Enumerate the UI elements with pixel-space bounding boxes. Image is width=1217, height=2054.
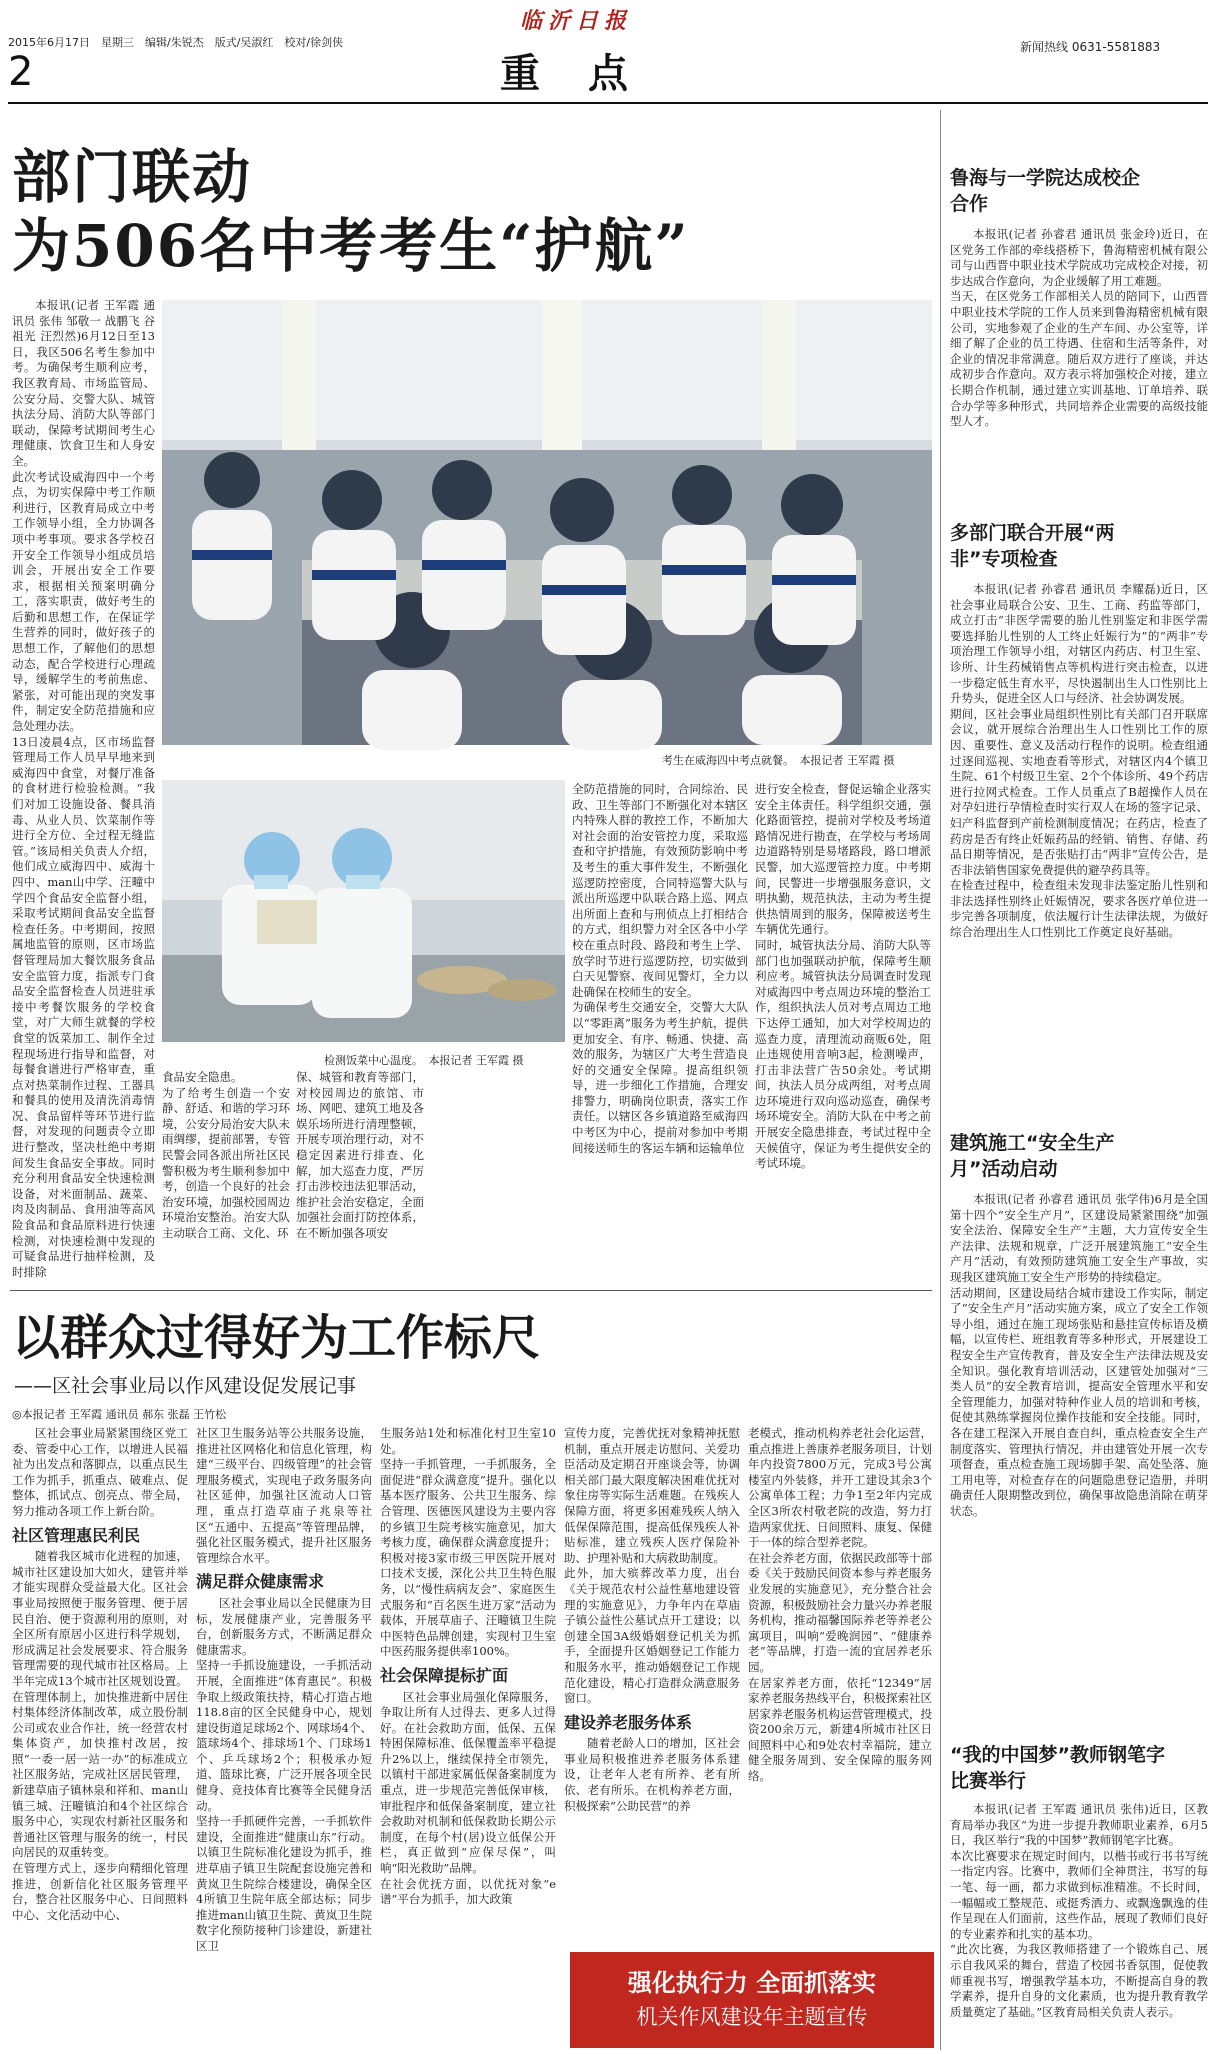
lead-col2-text: 食品安全隐患。 为了给考生创造一个安静、舒适、和谐的学习环境，公安分局治安大队未雨绸缪，提前部署，专管民警会同各派出所社区民警积极为考生顺利参加中考，创造一个良好的社会治安环境，加强校园周边环境治安整治。治安大队主动联合工商、文化、环 <box>162 1070 290 1240</box>
subhead-community-management: 社区管理惠民利民 <box>12 1525 141 1545</box>
students-dining-illustration <box>162 300 932 745</box>
date-line: 2015年6月17日 星期三 编辑/朱锐杰 版式/吴淑红 校对/徐剑侠 <box>8 36 344 49</box>
sidebar-article-3-body: 本报讯(记者 孙睿君 通讯员 张学伟)6月是全国第十四个“安全生产月”，区建设局紧紧围绕“加强安全法治、保障安全生产”主题，大力宣传安全生产法律、法规和规章，广泛开展建筑施工“安全生产月”活动，有效预防建筑施工安全生产事故，实现我区建筑施工安全生产形势的持续稳定。 活动期间，区建设局结合城市建设工作实际，制定了“安全生产月”活动实施方案，成立了安全工作领导小组，通过在施工现场张贴和悬挂宣传标语及横幅，以宣传栏、班组教育等多种形式，开展建设工程安全生产宣传教育，普及安全生产法律法规及安全知识。强化教育培训活动，区建管处加强对“三类人员”的安全教育培训，提高安全管理水平和安全管理能力，加强对特种作业人员的培训和考核，促使其熟练掌握岗位操作技能和安全技能。同时，各在建工程深入开展自查自纠，重点检查安全生产制度落实、管理执行情况，并由建管处开展一次专项督查，重点检查施工现场脚手架、高处坠落、施工用电等，对检查存在的问题隐患登记造册，并明确责任人限期整改到位，确保事故隐患消除在萌芽状态。 <box>950 1192 1208 1518</box>
lead-bottom-rule <box>10 1290 932 1291</box>
students-dining-photo <box>162 300 932 745</box>
second-col4-text: 宣传力度，完善优抚对象精神抚慰机制，重点开展走访慰问、关爱功臣活动及定期召开座谈会等，协调相关部门最大限度解决困难优抚对象住房等实际生活难题。在残疾人保障方面，将更多困难残疾人纳入低保保障范围，提高低保残疾人补贴标准，建立残疾人医疗保险补助、护理补贴和大病救助制度。 此外，加大殡葬改革力度，出台《关于规范农村公益性墓地建设管理的实施意见》，力争年内在草庙子镇公益性公墓试点开工建设；以创建全国3A级婚姻登记机关为抓手，全面提升区婚姻登记工作能力和服务水平，推动婚姻登记工作规范化建设，精心打造群众满意服务窗口。 <box>564 1426 740 1706</box>
lead-column-1 <box>12 298 155 1279</box>
sidebar-article-1 <box>950 165 1208 527</box>
sidebar-article-3 <box>950 1130 1208 1782</box>
sidebar-article-1-body: 本报讯(记者 孙睿君 通讯员 张金玲)近日，在区党务工作部的牵线搭桥下，鲁海精密机械有限公司与山西晋中职业技术学院成功完成校企对接，初步达成合作意向，为企业缓解了用工难题。 当天，在区党务工作部相关人员的陪同下，山西晋中职业技术学院的工作人员来到鲁海精密机械有限公司，实地参观了企业的生产车间、办公室等，详细了解了企业的员工待遇、住宿和生活等条件，对企业的情况非常满意。随后双方进行了座谈，并达成初步合作意向。双方表示将加强校企对接，建立长期合作机制，通过建立实训基地、订单培养、联合办学等多种形式，共同培养企业需要的高级技能型人才。 <box>950 227 1208 429</box>
photo2-caption: 检测饭菜中心温度。 本报记者 王军霞 摄 <box>324 1054 524 1067</box>
subhead-social-security: 社会保障提标扩面 <box>380 1665 509 1685</box>
second-column-2 <box>196 1426 372 2048</box>
sidebar-article-4-title: “我的中国梦”教师钢笔字比赛举行 <box>950 1744 1165 1792</box>
newspaper-logo: 临沂日报 <box>520 8 633 34</box>
lead-col4-text: 全防范措施的同时，合同综治、民政、卫生等部门不断强化对本辖区内特殊人群的教控工作，不断加大对社会面的治安管控力度，采取巡查和守护措施，有效预防影响中考及考生的重大事件发生，不断强化巡逻防控密度，合同特巡警大队与派出所巡逻中队联合路上巡、网点出所面上查和与刑侦点上打相结合的方式，组织警力对全区各中小学校在重点时段、路段和考生上学、放学时节进行巡逻防控，切实做到白天见警察、夜间见警灯，全力以赴确保在校师生的安全。 为确保考生交通安全，交警大大队以“零距离”服务为考生护航，提供更加安全、有序、畅通、快捷、高效的服务，为辖区广大考生营造良好的交通安全保障。提高组织领导，进一步细化工作措施，合理安排警力，明确岗位职责，落实工作责任。以辖区各乡镇道路至威海四中考区为中心，提前对参加中考期间接送师生的客运车辆和运输单位 <box>572 782 748 1155</box>
lead-title-line1: 部门联动 <box>12 143 253 211</box>
section-title: 重 点 <box>500 51 632 97</box>
second-col5-text: 老模式，推动机构养老社会化运营，重点推进上善康养老服务项目，计划年内投资7800万元，完成3号公寓楼室内外装修，并开工建设其余3个公寓单体工程；力争1至2年内完成全区3所农村敬老院的改造，努力打造两家优抚、日间照料、康复、保健于一体的综合型养老院。 在社会养老方面，依据民政部等十部委《关于鼓励民间资本参与养老服务业发展的实施意见》，充分整合社会资源，积极鼓励社会力量兴办养老服务机构，推动福馨国际养老等养老公寓项目，叫响“爱晚润园”、“健康养老”等品牌，打造一流的宜居养老乐园。 在居家养老方面，依托“12349”居家养老服务热线平台，积极探索社区居家养老服务机构运营管理模式，投资200余万元，新建4所城市社区日间照料中心和9处农村幸福院，建立健全服务周到、安全保障的服务网络。 <box>748 1426 932 1784</box>
second-col1-body: 随着我区城市化进程的加速，城市社区建设加大如火，建管并举才能实现群众受益最大化。区社会事业局按照便于服务管理、便于居民自治、便于资源利用的原则，对全区所有原居小区进行科学规划，形成满足社会发展要求、符合服务管理需要的现代城市社区格局。上半年完成13个城市社区规划设置。 在管理体制上，加快推进新中居住村集体经济体制改革，成立股份制公司或农业合作社，统一经营农村集体资产，加快推村改居，按照“一委一居一站一办”的标准成立社区服务站，完成社区居民管理，新建草庙子镇林泉和祥和、man山镇三城、汪疃镇泊和4个社区综合服务中心，实现农村新社区服务和普通社区管理与服务的统一，村民向居民的双重转变。 在管理方式上，逐步向精细化管理推进，创新信化社区服务管理平台，整合社区服务中心、日间照料中心、文化活动中心、 <box>12 1549 188 1922</box>
subhead-health-needs: 满足群众健康需求 <box>196 1572 325 1592</box>
second-byline: ◎本报记者 王军霞 通讯员 郝东 张磊 王竹松 <box>12 1408 227 1421</box>
sidebar-article-1-title: 鲁海与一学院达成校企合作 <box>950 167 1141 215</box>
theme-banner <box>570 1952 934 2048</box>
sidebar-article-3-title: 建筑施工“安全生产月”活动启动 <box>950 1132 1115 1180</box>
sidebar-divider <box>940 110 941 2050</box>
second-col2-body: 区社会事业局以全民健康为目标，发展健康产业，完善服务平台，创新服务方式，不断满足群众健康需求。 坚持一手抓设施建设，一手抓活动开展，全面推进“体育惠民”。积极争取上级政策扶持，精心打造占地118.8亩的区全民健身中心，规划建设街道足球场2个、网球场4个、篮球场4个、排球场1个、门球场1个、乒乓球场2个；积极承办短道、篮球比赛，广泛开展各项全民健身、竞技体育比赛等全民健身活动。 坚持一手抓硬件完善，一手抓软件建设，全面推进“健康山东”行动。以镇卫生院标准化建设为抓手，推进草庙子镇卫生院配套设施完善和黄岚卫生院综合楼建设，确保全区4所镇卫生院年底全部达标；同步推进man山镇卫生院、黄岚卫生院数字化预防接种门诊建设，新建社区卫 <box>196 1595 372 1953</box>
food-inspection-photo <box>162 780 565 1042</box>
second-title: 以群众过得好为工作标尺 <box>12 1310 541 1366</box>
page-number: 2 <box>8 49 34 95</box>
lead-col3-text: 保、城管和教育等部门，对校园周边的旅馆、市场、网吧、建筑工地及各娱乐场所进行清理整顿，开展专项治理行动，对不稳定因素进行排查、化解，加大巡查力度，严厉打击涉校违法犯罪活动，维护社会治安稳定，全面加强社会面打防控体系，在不断加强各项安 <box>296 1070 424 1240</box>
lead-col5-text: 进行安全检查，督促运输企业落实安全主体责任。科学组织交通，强化路面管控，提前对学校及考场道路情况进行勘查，在学校与考场周边道路特别是易堵路段，路口增派民警，加大巡逻管控力度。中考期间，民警进一步增强服务意识，文明执勤，规范执法，主动为考生提供热情周到的服务，保障被送考生车辆优先通行。 同时，城管执法分局、消防大队等部门也加强联动护航，保障考生顺利应考。城管执法分局调查时发现对威海四中考点周边环境的整治工作，组织执法人员对考点周边工地下达停工通知，加大对学校周边的巡查力度，清理流动商贩6处，阻止违规使用音响3起，检测噪声，打击非法营广告50余处。考试期间，执法人员分成两组，对考点周边环境进行双向巡动巡查，确保考场环境安全。消防大队在中考之前开展安全隐患排查，考试过程中全天候值守，保证为考生提供安全的考试环境。 <box>755 782 931 1171</box>
subhead-elderly-care: 建设养老服务体系 <box>564 1712 693 1732</box>
second-column-1 <box>12 1426 188 2048</box>
hotline: 新闻热线 0631-5581883 <box>1020 40 1161 54</box>
second-col1-intro: 区社会事业局紧紧围绕区党工委、管委中心工作，以增进人民福祉为出发点和落脚点，以重点民生工作为抓手，抓重点、破难点、促整体，抓试点、创亮点、带全局，努力推动各项工作上新台阶。 <box>12 1426 188 1518</box>
second-col3-top: 生服务站1处和标准化村卫生室10处。 坚持一手抓管理，一手抓服务，全面促进“群众满意度”提升。强化以基本医疗服务、公共卫生服务、综合管理、医德医风建设为主要内容的乡镇卫生院考核实施意见，加大考核力度，确保群众满意度提升；积极对接3家市级三甲医院开展对口技术支援，深化公共卫生特色服务，以“慢性病病友会”、家庭医生式服务和“百名医生进万家”活动为载体，开展草庙子、汪疃镇卫生院中医特色品牌创建，实现村卫生室中医药服务提供率100%。 <box>380 1426 556 1659</box>
masthead-rule <box>8 102 1208 104</box>
second-col2-top: 社区卫生服务站等公共服务设施，推进社区网格化和信息化管理，构建“三级平台、四级管理”的社会管理服务模式，实现电子政务服务向社区延伸，加强社区流动人口管理，重点打造草庙子兆泉等社区“五通中、五提高”等管理品牌，强化社区服务模式，提升社区服务管理综合水平。 <box>196 1426 372 1565</box>
food-inspection-illustration <box>162 780 565 1042</box>
lead-column-4 <box>572 782 748 1282</box>
sidebar-article-2-body: 本报讯(记者 孙睿君 通讯员 李耀磊)近日，区社会事业局联合公安、卫生、工商、药监等部门，成立打击“非医学需要的胎儿性别鉴定和非医学需要选择胎儿性别的人工终止妊娠行为”的“两非”专项治理工作领导小组，对辖区内药店、村卫生室、诊所、计生药械销售点等机构进行突击检查，以进一步稳定低生育水平，尽快遏制出生人口性别比上升势头，促进全区人口与经济、社会协调发展。 期间，区社会事业局组织性别比有关部门召开联席会议，就开展综合治理出生人口性别比工作的原因、重要性、意义及活动行程作的说明。检查组通过逐间巡视、实地查看等形式，对辖区内4个镇卫生院、61个村级卫生室、2个个体诊所、49个药店进行拉网式检查。工作人员重点了B超操作人员在对孕妇进行孕情检查时实行双人在场的签字记录、妇产科监督到产前检测制度情况；在药店，检查了药房是否有终止妊娠药品的经销、销售、存储、药品日期等情况，是否张贴打击“两非”宣传公告，是否非法销售国家免费提供的避孕药具等。 在检查过程中，检查组未发现非法鉴定胎儿性别和非法选择性别终止妊娠情况，要求各医疗单位进一步完善各项制度，依法履行计生法律法规，为做好综合治理出生人口性别比工作奠定良好基础。 <box>950 582 1208 940</box>
second-col4-body: 随着老龄人口的增加，区社会事业局积极推进养老服务体系建设，让老年人老有所养、老有所依、老有所乐。在机构养老方面，积极探索“公助民营”的养 <box>564 1736 740 1813</box>
lead-column-2-bottom <box>162 1070 290 1282</box>
banner-line1: 强化执行力 全面抓落实 <box>627 1969 877 1997</box>
lead-title-line2: 为506名中考考生“护航” <box>12 212 690 280</box>
banner-line2: 机关作风建设年主题宣传 <box>636 2005 868 2029</box>
second-column-3 <box>380 1426 556 2048</box>
sidebar-article-2 <box>950 520 1208 1152</box>
sidebar-article-2-title: 多部门联合开展“两非”专项检查 <box>950 522 1115 570</box>
second-column-4 <box>564 1426 740 1948</box>
lead-col1-text: 本报讯(记者 王军霞 通讯员 张伟 邹敬一 战鹏飞 谷祖光 汪烈然)6月12日至13日，我区506名考生参加中考。为确保考生顺利应考，我区教育局、市场监管局、公安分局、交警大队、城管执法分局、消防大队等部门联动，保障考试期间考生心理健康、饮食卫生和人身安全。 此次考试设威海四中一个考点，为切实保障中考工作顺利进行，区教育局成立中考工作领导小组，全力协调各项中考事项。要求各学校召开安全工作领导小组成员培训会，开展出安全工作要求，根据相关预案明确分工，落实职责，做好考生的后勤和思想工作，在保证学生营养的同时，做好孩子的思想工作，了解他们的思想动态，配合学校进行心理疏导，缓解学生的考前焦虑、紧张，对可能出现的突发事件，制定安全防范措施和应急处理办法。 13日凌晨4点，区市场监督管理局工作人员早早地来到威海四中食堂，对餐厅准备的食材进行检验检测。“我们对加工设施设备、餐具消毒、从业人员、饮菜制作等进行全方位、全过程无缝监管。”该局相关负责人介绍，他们成立威海四中、威海十四中、man山中学、汪疃中学四个食品安全监督小组，采取考试期间食品安全监督检查任务。中考期间，按照属地监管的原则，区市场监督管理局加大餐饮服务食品安全监管力度，指派专门食品安全监督检查人员进驻承接中考餐饮服务的学校食堂，对广大师生就餐的学校食堂的饭菜加工、制作全过程现场进行指导和监督，对每餐食谱进行严格审查，重点对热菜制作过程、工器具和餐具的使用及清洗消毒情况、食品留样等环节进行监督，对发现的问题责令立即进行整改，坚决杜绝中考期间发生食品安全事故。同时充分利用食品安全快速检测设备，对米面制品、蔬菜、肉及肉制品、食用油等高风险食品和食品原料进行快速检测，对快速检测中发现的可疑食品进行抽样检测，及时排除 <box>12 298 155 1279</box>
second-col3-body: 区社会事业局强化保障服务，争取让所有人过得去、更多人过得好。在社会救助方面，低保、五保特困保障标准、低保覆盖率平稳提升2%以上，继续保持全市领先，以镇村干部进家属低保备案制度为重点，进一步规范完善低保审核，审批程序和低保备案制度，建立社会救助对机制和低保救助长期公示制度，在每个村(居)设立低保公开栏，真正做到“应保尽保”，叫响“阳光救助”品牌。 在社会优抚方面，以优抚对象“e谱”平台为抓手，加大政策 <box>380 1689 556 1907</box>
sidebar-article-4 <box>950 1742 1208 2050</box>
lead-column-3-bottom <box>296 1070 424 1282</box>
second-subtitle: ——区社会事业局以作风建设促发展记事 <box>14 1375 357 1397</box>
second-column-5 <box>748 1426 932 1948</box>
lead-column-5 <box>755 782 931 1282</box>
photo1-caption: 考生在威海四中考点就餐。 本报记者 王军霞 摄 <box>662 754 895 767</box>
sidebar-article-4-body: 本报讯(记者 王军霞 通讯员 张伟)近日，区教育局举办我区“为进一步提升教师职业素养，6月5日，我区举行“我的中国梦”教师钢笔字比赛。 本次比赛要求在规定时间内，以楷书或行书书写统一指定内容。比赛中，教师们全神贯注，书写的每一笔、每一画，都力求做到标准精准。不长时间，一幅幅或工整规范、或挺秀洒力、或飘逸飘逸的佳作呈现在人们面前，这些作品，展现了教师们良好的专业素养和扎实的基本功。 “此次比赛，为我区教师搭建了一个锻炼自己、展示自我风采的舞台，营造了校园书香氛围，促使教师重视书写，增强教学基本功，不断提高自身的教学素养，提升自身的文化素质，也为提升教育教学质量奠定了基础。”区教育局相关负责人表示。 <box>950 1802 1208 2019</box>
